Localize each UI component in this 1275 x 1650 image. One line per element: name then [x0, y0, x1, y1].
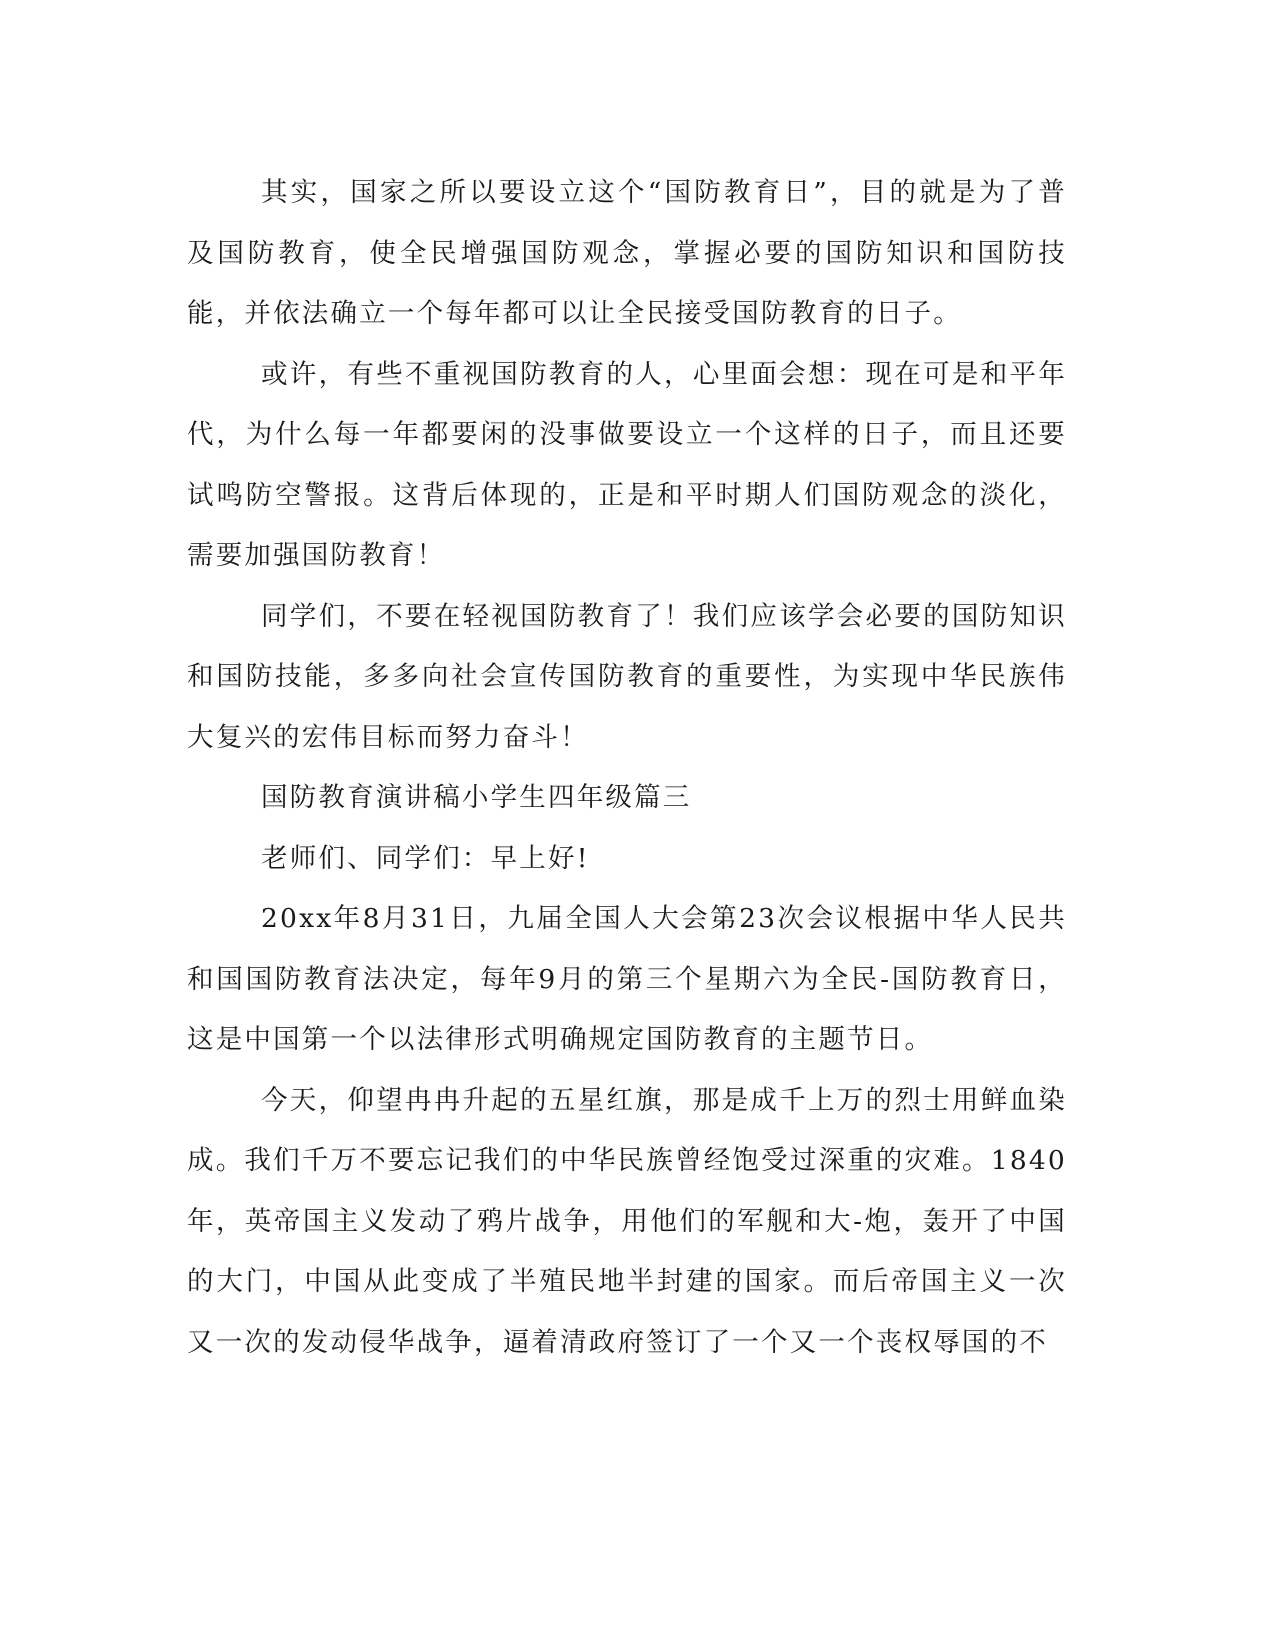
paragraph-2: 或许，有些不重视国防教育的人，心里面会想：现在可是和平年代，为什么每一年都要闲的没事做要设立一个这样的日子，而且还要试鸣防空警报。这背后体现的，正是和平时期人们国防观念的淡化，需要加强国防教育！ [187, 358, 1067, 571]
paragraph-1: 其实，国家之所以要设立这个“国防教育日”，目的就是为了普及国防教育，使全民增强国防观念，掌握必要的国防知识和国防技能，并依法确立一个每年都可以让全民接受国防教育的日子。 [187, 177, 1067, 329]
document-body [187, 163, 1067, 1373]
section-heading: 国防教育演讲稿小学生四年级篇三 [261, 782, 692, 813]
paragraph-3: 同学们，不要在轻视国防教育了！我们应该学会必要的国防知识和国防技能，多多向社会宣传国防教育的重要性，为实现中华民族伟大复兴的宏伟目标而努力奋斗！ [187, 600, 1067, 753]
greeting: 老师们、同学们：早上好! [261, 842, 590, 874]
paragraph-4: 20xx年8月31日，九届全国人大会第23次会议根据中华人民共和国国防教育法决定，每年9月的第三个星期六为全民-国防教育日，这是中国第一个以法律形式明确规定国防教育的主题节日。 [187, 903, 1067, 1055]
paragraph-5: 今天，仰望冉冉升起的五星红旗，那是成千上万的烈士用鲜血染成。我们千万不要忘记我们的中华民族曾经饱受过深重的灾难。1840年，英帝国主义发动了鸦片战争，用他们的军舰和大-炮，轰开了中国的大门，中国从此变成了半殖民地半封建的国家。而后帝国主义一次又一次的发动侵华战争，逼着清政府签订了一个又一个丧权辱国的不 [187, 1084, 1067, 1358]
